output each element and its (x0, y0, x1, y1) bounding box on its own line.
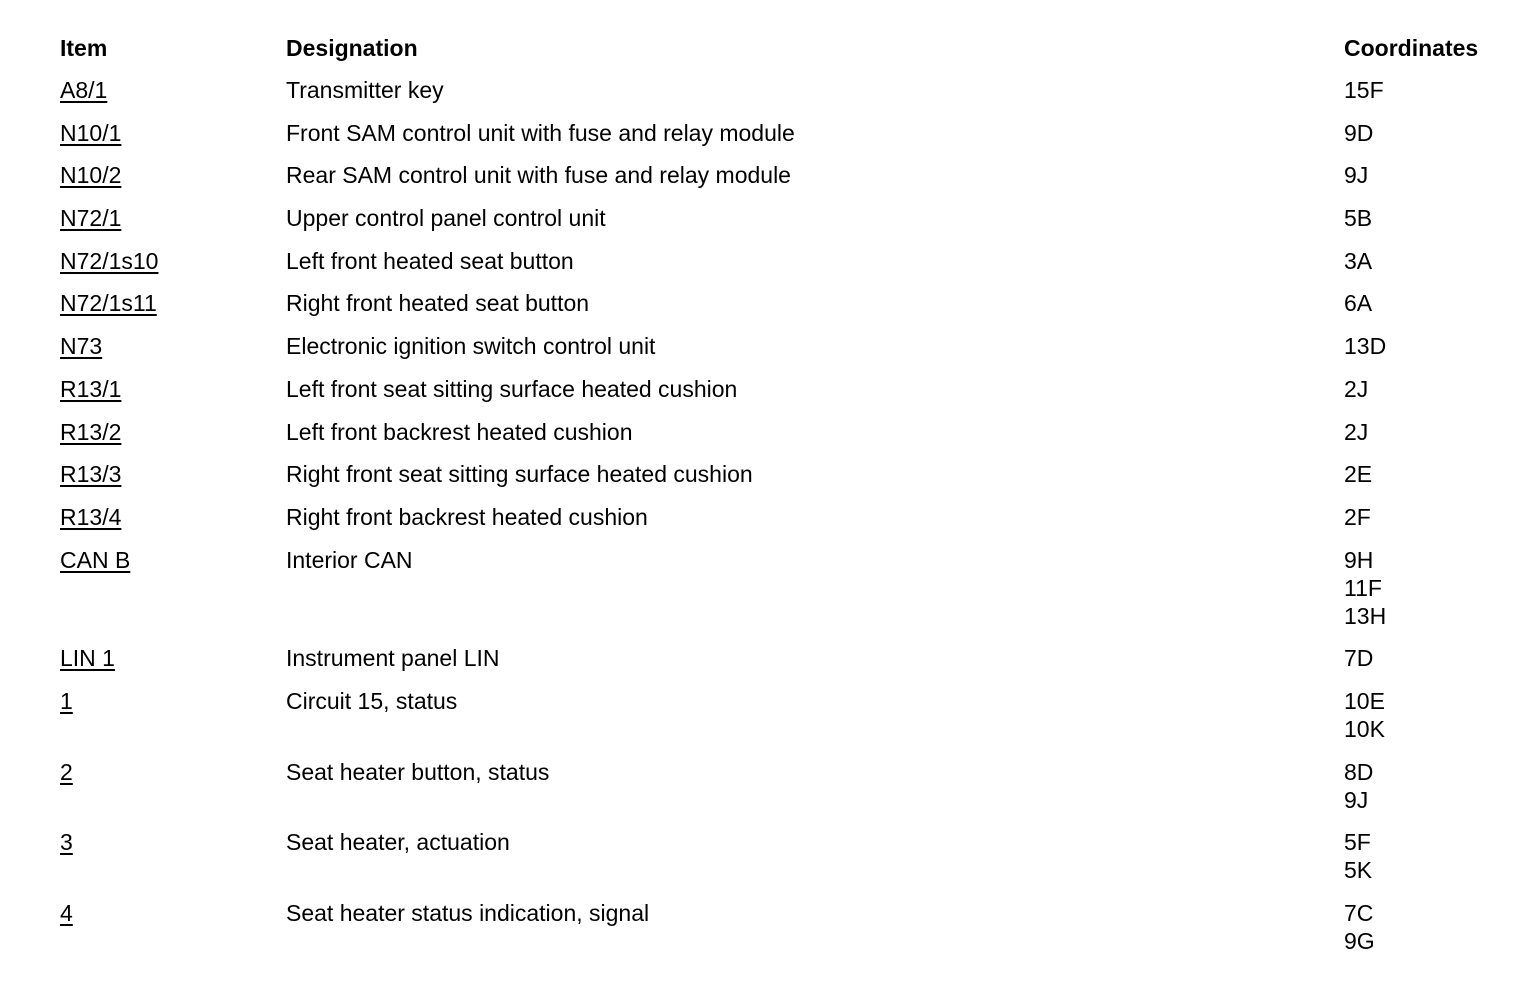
item-cell (60, 758, 286, 829)
item-link[interactable]: N72/1 (60, 205, 122, 232)
coordinate-value: 8D (1344, 758, 1374, 785)
coordinate-value: 9J (1344, 786, 1369, 813)
item-cell (60, 828, 286, 899)
coordinates-cell (1344, 546, 1500, 645)
item-link[interactable]: 1 (60, 687, 73, 714)
designation-cell: Upper control panel control unit (286, 205, 606, 232)
table-row (60, 503, 1500, 546)
item-link[interactable]: N10/1 (60, 119, 122, 146)
coordinates-cell (1344, 247, 1500, 290)
item-link[interactable]: R13/3 (60, 461, 122, 488)
table-body (60, 76, 1500, 970)
item-link[interactable]: 4 (60, 900, 73, 926)
coordinates-cell (1344, 161, 1500, 204)
designation-cell: Right front heated seat button (286, 290, 590, 317)
table-row (60, 899, 1500, 970)
item-link[interactable]: 2 (60, 758, 73, 785)
coordinate-value: 5K (1344, 857, 1373, 884)
item-cell (60, 546, 286, 645)
table-row (60, 644, 1500, 687)
coordinates-cell (1344, 418, 1500, 461)
designation-cell: Transmitter key (286, 77, 444, 103)
item-cell (60, 119, 286, 162)
coordinate-value: 5F (1344, 829, 1371, 856)
coordinates-cell (1344, 644, 1500, 687)
item-link[interactable]: R13/1 (60, 375, 122, 402)
item-cell (60, 289, 286, 332)
table-row (60, 204, 1500, 247)
coordinates-cell (1344, 460, 1500, 503)
item-link[interactable]: R13/2 (60, 418, 122, 445)
item-cell (60, 76, 286, 119)
table-row (60, 418, 1500, 461)
table-row (60, 76, 1500, 119)
coordinates-cell (1344, 375, 1500, 418)
coordinates-cell (1344, 828, 1500, 899)
item-cell (60, 644, 286, 687)
header-coordinates: Coordinates (1344, 35, 1479, 61)
item-link[interactable]: 3 (60, 829, 73, 856)
designation-cell: Right front backrest heated cushion (286, 503, 648, 530)
designation-cell: Left front backrest heated cushion (286, 418, 633, 445)
table-row (60, 828, 1500, 899)
designation-cell: Seat heater status indication, signal (286, 900, 650, 926)
coordinate-value: 6A (1344, 290, 1373, 317)
item-link[interactable]: LIN 1 (60, 645, 115, 672)
coordinate-value: 2J (1344, 375, 1369, 402)
designation-cell: Front SAM control unit with fuse and relay module (286, 119, 795, 146)
table-row (60, 289, 1500, 332)
coordinate-value: 10E (1344, 687, 1385, 714)
coordinates-cell (1344, 204, 1500, 247)
designation-cell: Electronic ignition switch control unit (286, 333, 656, 360)
coordinate-value: 7D (1344, 645, 1374, 672)
designation-cell: Right front seat sitting surface heated cushion (286, 461, 753, 488)
coordinate-value: 2F (1344, 503, 1371, 530)
coordinate-value: 15F (1344, 77, 1384, 103)
item-cell (60, 247, 286, 290)
coordinate-value: 13D (1344, 333, 1387, 360)
item-cell (60, 375, 286, 418)
coordinate-value: 7C (1344, 900, 1374, 926)
designation-cell: Instrument panel LIN (286, 645, 500, 672)
coordinate-value: 9J (1344, 162, 1369, 189)
coordinates-cell (1344, 119, 1500, 162)
designation-cell: Circuit 15, status (286, 687, 458, 714)
coordinate-value: 2E (1344, 461, 1373, 488)
item-cell (60, 418, 286, 461)
item-cell (60, 503, 286, 546)
coordinates-cell (1344, 76, 1500, 119)
header-item: Item (60, 35, 108, 61)
table-row (60, 119, 1500, 162)
designation-cell: Seat heater button, status (286, 758, 550, 785)
item-cell (60, 899, 286, 970)
coordinates-cell (1344, 503, 1500, 546)
coordinate-value: 9G (1344, 928, 1375, 954)
coordinate-value: 5B (1344, 205, 1373, 232)
item-cell (60, 687, 286, 758)
table-row (60, 247, 1500, 290)
designation-cell: Rear SAM control unit with fuse and relay module (286, 162, 791, 189)
table-row (60, 687, 1500, 758)
coordinate-value: 3A (1344, 247, 1373, 274)
table-row (60, 161, 1500, 204)
item-link[interactable]: A8/1 (60, 77, 108, 103)
designation-cell: Left front heated seat button (286, 247, 574, 274)
table-row (60, 758, 1500, 829)
item-cell (60, 161, 286, 204)
designation-cell: Interior CAN (286, 546, 413, 573)
table-row (60, 546, 1500, 645)
legend-table (60, 34, 1500, 970)
coordinates-cell (1344, 289, 1500, 332)
table-row (60, 460, 1500, 503)
item-link[interactable]: CAN B (60, 546, 131, 573)
item-link[interactable]: N72/1s11 (60, 290, 157, 317)
coordinate-value: 2J (1344, 418, 1369, 445)
item-link[interactable]: N72/1s10 (60, 247, 159, 274)
item-link[interactable]: N73 (60, 333, 103, 360)
table-row (60, 375, 1500, 418)
header-designation: Designation (286, 35, 418, 61)
coordinate-value: 11F (1344, 574, 1382, 601)
table-header-row (60, 34, 1500, 76)
coordinates-cell (1344, 758, 1500, 829)
item-cell (60, 332, 286, 375)
coordinates-cell (1344, 332, 1500, 375)
coordinates-cell (1344, 687, 1500, 758)
designation-cell: Left front seat sitting surface heated cushion (286, 375, 738, 402)
coordinate-value: 13H (1344, 602, 1387, 629)
table-row (60, 332, 1500, 375)
item-cell (60, 204, 286, 247)
item-link[interactable]: R13/4 (60, 503, 122, 530)
coordinate-value: 9D (1344, 119, 1374, 146)
item-cell (60, 460, 286, 503)
item-link[interactable]: N10/2 (60, 162, 122, 189)
coordinate-value: 9H (1344, 546, 1374, 573)
coordinates-cell (1344, 899, 1500, 970)
coordinate-value: 10K (1344, 715, 1385, 742)
designation-cell: Seat heater, actuation (286, 829, 510, 856)
